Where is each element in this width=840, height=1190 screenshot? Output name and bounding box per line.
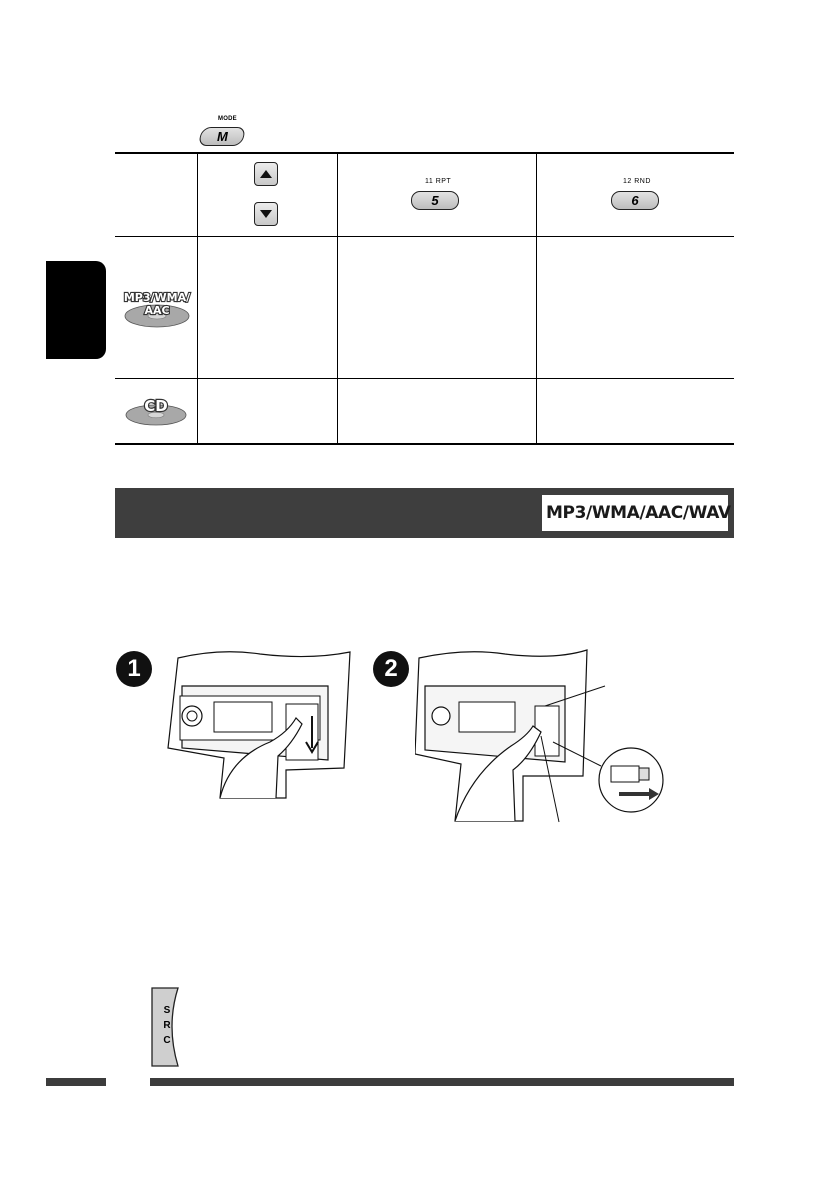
mode-label: MODE [218,116,237,122]
table-col-divider [337,153,338,444]
disc-logo-line2: AAC [144,304,170,317]
step-number-1: 1 [116,651,152,687]
repeat-button-key: 5 [431,193,439,208]
format-badge-label: MP3/WMA/AAC/WAV [546,503,731,523]
footer-page-tab [46,1078,106,1086]
disc-logo-line1: MP3/WMA/ [123,291,191,304]
detach-panel-illustration [160,648,360,800]
down-button[interactable] [254,202,278,226]
down-arrow-icon [259,208,273,220]
repeat-button[interactable] [411,191,459,210]
table-row-rule [115,378,734,379]
mode-button-key: M [216,129,228,144]
up-arrow-icon [259,168,273,180]
random-button[interactable] [611,191,659,210]
table-top-rule [115,152,734,154]
repeat-label: 11 RPT [425,178,452,185]
mode-button[interactable] [198,127,247,146]
table-header-rule [115,236,734,237]
up-button[interactable] [254,162,278,186]
side-language-tab [46,261,106,359]
table-col-divider [536,153,537,444]
format-badge [542,495,731,531]
footer-rule [150,1078,734,1086]
cd-disc-icon [124,393,188,429]
mp3-wma-aac-disc-icon [122,283,192,333]
table-col-divider [197,153,198,444]
src-button-label: S R C [163,1005,171,1046]
step-number-2: 2 [373,651,409,687]
cd-logo-text: CD [144,397,168,415]
table-bottom-rule [115,443,734,445]
connect-usb-illustration [415,646,665,826]
random-label: 12 RND [623,178,651,185]
random-button-key: 6 [631,193,639,208]
